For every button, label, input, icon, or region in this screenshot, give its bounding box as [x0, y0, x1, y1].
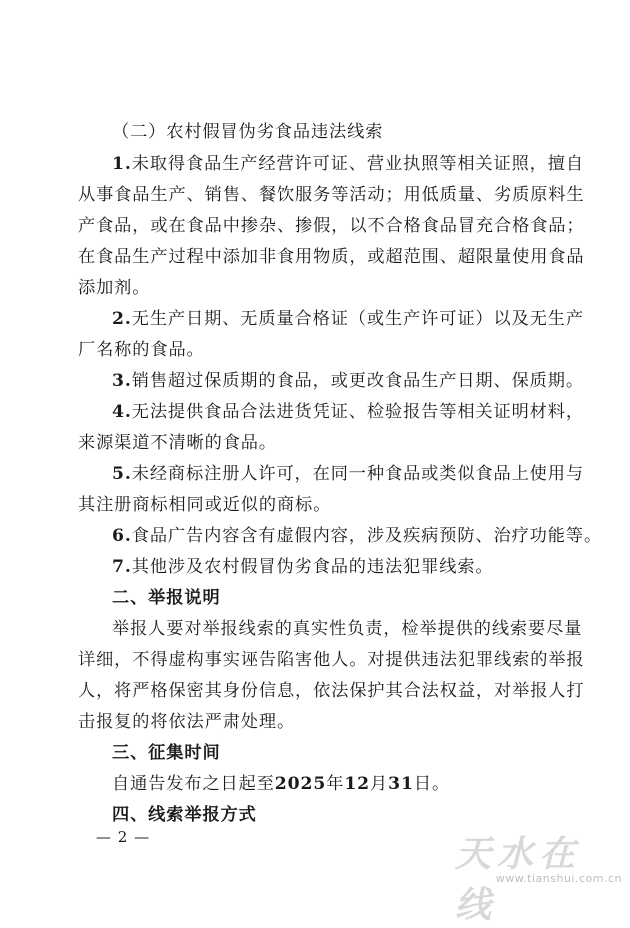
item-5-line-1: 5.未经商标注册人许可，在同一种食品或类似食品上使用与: [112, 464, 584, 484]
item-1-line-1: 1.未取得食品生产经营许可证、营业执照等相关证照，擅自: [112, 154, 584, 174]
item-5-line-2: 其注册商标相同或近似的商标。: [78, 495, 332, 515]
item-number: 3.: [112, 371, 132, 391]
item-7-line-1: 7.其他涉及农村假冒伪劣食品的违法犯罪线索。: [112, 557, 494, 577]
item-number: 2.: [112, 309, 132, 329]
watermark-logo: [447, 826, 622, 926]
item-1-line-4: 在食品生产过程中添加非食用物质，或超范围、超限量使用食品: [78, 247, 585, 267]
section-title: （二）农村假冒伪劣食品违法线索: [112, 122, 384, 142]
item-1-line-3: 产食品，或在食品中掺杂、掺假，以不合格食品冒充合格食品；: [78, 216, 585, 236]
item-number: 4.: [112, 402, 132, 422]
item-number: 6.: [112, 526, 132, 546]
para-2-line-4: 击报复的将依法严肃处理。: [78, 712, 296, 732]
watermark-url: www.tianshui.com.cn: [495, 872, 622, 885]
item-4-line-2: 来源渠道不清晰的食品。: [78, 433, 277, 453]
item-number: 7.: [112, 557, 132, 577]
watermark-text: 天水在线: [455, 834, 582, 926]
item-3-line-1: 3.销售超过保质期的食品，或更改食品生产日期、保质期。: [112, 371, 584, 391]
item-4-line-1: 4.无法提供食品合法进货凭证、检验报告等相关证明材料，: [112, 402, 584, 422]
item-2-line-2: 厂名称的食品。: [78, 340, 205, 360]
item-6-line-1: 6.食品广告内容含有虚假内容，涉及疾病预防、治疗功能等。: [112, 526, 603, 546]
heading-report-notes: 二、举报说明: [112, 588, 221, 608]
item-number: 1.: [112, 154, 132, 174]
para-2-line-2: 详细，不得虚构事实诬告陷害他人。对提供违法犯罪线索的举报: [78, 650, 585, 670]
para-2-line-3: 人，将严格保密其身份信息，依法保护其合法权益，对举报人打: [78, 681, 585, 701]
heading-report-methods: 四、线索举报方式: [112, 805, 257, 825]
item-number: 5.: [112, 464, 132, 484]
para-2-line-1: 举报人要对举报线索的真实性负责，检举提供的线索要尽量: [112, 619, 583, 639]
para-3: 自通告发布之日起至2025年12月31日。: [112, 774, 451, 794]
item-1-line-5: 添加剂。: [78, 278, 151, 298]
heading-collection-time: 三、征集时间: [112, 743, 221, 763]
item-2-line-1: 2.无生产日期、无质量合格证（或生产许可证）以及无生产: [112, 309, 584, 329]
item-1-line-2: 从事食品生产、销售、餐饮服务等活动；用低质量、劣质原料生: [78, 185, 585, 205]
page-number: — 2 —: [96, 828, 151, 846]
